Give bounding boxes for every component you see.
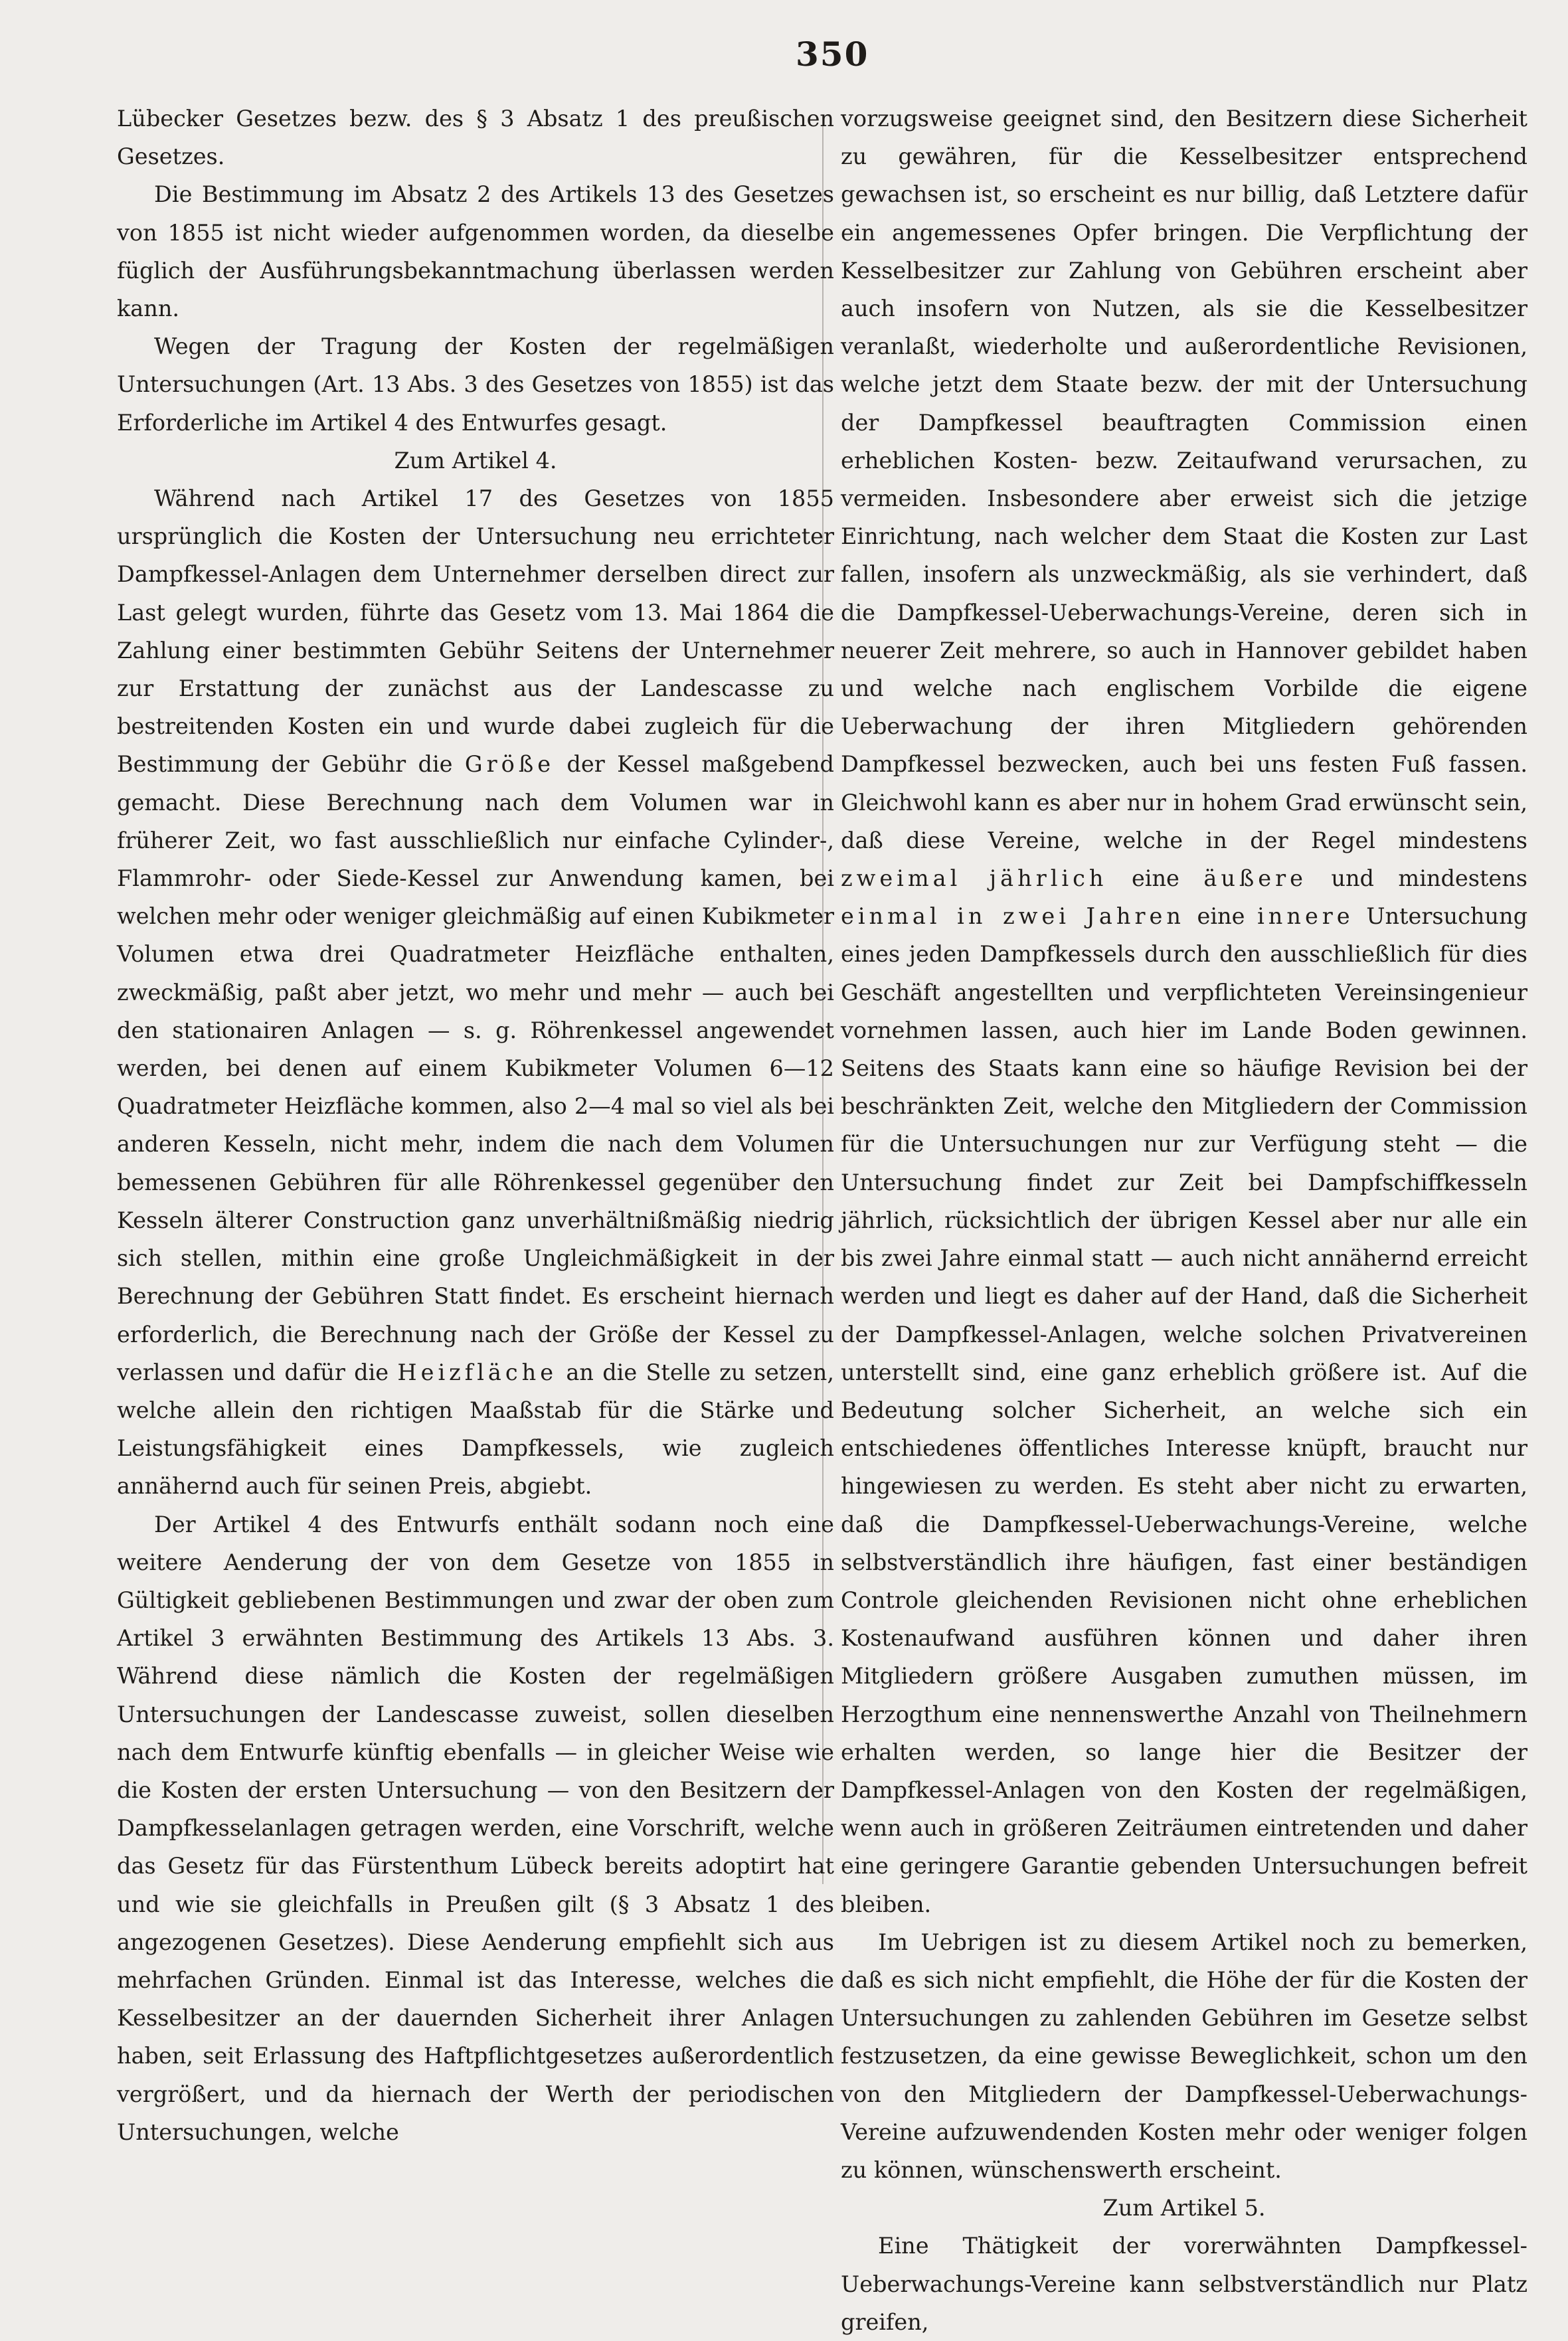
spaced-emphasis: einmal in zwei Jahren: [841, 903, 1185, 930]
text-run: und mindestens: [1331, 865, 1528, 892]
section-heading-artikel-4: Zum Artikel 4.: [394, 447, 557, 474]
paragraph: Eine Thätigkeit der vorerwähnten Dampfkessel-Ueberwachungs-Vereine kann selbstverständlich nur Platz greifen,: [841, 2233, 1527, 2335]
text-run: eine: [1131, 865, 1179, 892]
spaced-emphasis: innere: [1257, 903, 1354, 930]
right-column: [841, 100, 1527, 2341]
paragraph: Die Bestimmung im Absatz 2 des Artikels 13 des Gesetzes von 1855 ist nicht wieder aufgenommen worden, da dieselbe füglich der Ausführungsbekanntmachung überlassen werden kann.: [117, 181, 834, 322]
paragraph: Wegen der Tragung der Kosten der regelmäßigen Untersuchungen (Art. 13 Abs. 3 des Gesetzes von 1855) ist das Erforderliche im Artikel 4 des Entwurfes gesagt.: [117, 333, 834, 436]
text-run: eine: [1197, 903, 1245, 930]
text-run: Untersuchung eines jeden Dampfkessels durch den ausschließlich für dies Geschäft angestellten und verpflichteten Vereinsingenieur vornehmen lassen, auch hier im Lande Boden gewinnen. Seitens des Staats kann eine so häufige Revision bei der beschränkten Zeit, welche den Mitgliedern der Commission für die Untersuchungen nur zur Verfügung steht — die Untersuchung findet zur Zeit bei Dampfschiffkesseln jährlich, rücksichtlich der übrigen Kessel aber nur alle ein bis zwei Jahre einmal statt — auch nicht annähernd erreicht werden und liegt es daher auf der Hand, daß die Sicherheit der Dampfkessel-Anlagen, welche solchen Privatvereinen unterstellt sind, eine ganz erheblich größere ist. Auf die Bedeutung solcher Sicherheit, an welche sich ein entschiedenes öffentliches Interesse knüpft, braucht nur hingewiesen zu werden. Es steht aber nicht zu erwarten, daß die Dampfkessel-Ueberwachungs-Vereine, welche selbstverständlich ihre häufigen, fast einer beständigen Controle gleichenden Revisionen nicht ohne erheblichen Kostenaufwand ausführen können und daher ihren Mitgliedern größere Ausgaben zumuthen müssen, im Herzogthum eine nennenswerthe Anzahl von Theilnehmern erhalten werden, so lange hier die Besitzer der Dampfkessel-Anlagen von den Kosten der regelmäßigen, wenn auch in größeren Zeiträumen eintretenden und daher eine geringere Garantie gebenden Untersuchungen befreit bleiben.: [841, 903, 1528, 1917]
paragraph: Der Artikel 4 des Entwurfs enthält sodann noch eine weitere Aenderung der von dem Gesetze von 1855 in Gültigkeit gebliebenen Bestimmungen und zwar der oben zum Artikel 3 erwähnten Bestimmung des Artikels 13 Abs. 3. Während diese nämlich die Kosten der regelmäßigen Untersuchungen der Landescasse zuweist, sollen dieselben nach dem Entwurfe künftig ebenfalls — in gleicher Weise wie die Kosten der ersten Untersuchung — von den Besitzern der Dampfkesselanlagen getragen werden, eine Vorschrift, welche das Gesetz für das Fürstenthum Lübeck bereits adoptirt hat und wie sie gleichfalls in Preußen gilt (§ 3 Absatz 1 des angezogenen Gesetzes). Diese Aenderung empfiehlt sich aus mehrfachen Gründen. Einmal ist das Interesse, welches die Kesselbesitzer an der dauernden Sicherheit ihrer Anlagen haben, seit Erlassung des Haftpflichtgesetzes außerordentlich vergrößert, und da hiernach der Werth der periodischen Untersuchungen, welche: [117, 1511, 834, 2145]
paragraph: [117, 479, 834, 1505]
paragraph: Im Uebrigen ist zu diesem Artikel noch zu bemerken, daß es sich nicht empfiehlt, die Höhe der für die Kosten der Untersuchungen zu zahlenden Gebühren im Gesetze selbst festzusetzen, da eine gewisse Beweglichkeit, schon um den von den Mitgliedern der Dampfkessel-Ueberwachungs-Vereine aufzuwendenden Kosten mehr oder weniger folgen zu können, wünschenswerth erscheint.: [841, 1929, 1527, 2183]
spaced-emphasis: zweimal jährlich: [841, 865, 1108, 892]
text-run: vorzugsweise geeignet sind, den Besitzern diese Sicherheit zu gewähren, für die Kesselbesitzer entsprechend gewachsen ist, so erscheint es nur billig, daß Letztere dafür ein angemessenes Opfer bringen. Die Verpflichtung der Kesselbesitzer zur Zahlung von Gebühren erscheint aber auch insofern von Nutzen, als sie die Kesselbesitzer veranlaßt, wiederholte und außerordentliche Revisionen, welche jetzt dem Staate bezw. der mit der Untersuchung der Dampfkessel beauftragten Commission einen erheblichen Kosten- bezw. Zeitaufwand verursachen, zu vermeiden. Insbesondere aber erweist sich die jetzige Einrichtung, nach welcher dem Staat die Kosten zur Last fallen, insofern als unzweckmäßig, als sie verhindert, daß die Dampfkessel-Ueberwachungs-Vereine, deren sich in neuerer Zeit mehrere, so auch in Hannover gebildet haben und welche nach englischem Vorbilde die eigene Ueberwachung der ihren Mitgliedern gehörenden Dampfkessel bezwecken, auch bei uns festen Fuß fassen. Gleichwohl kann es aber nur in hohem Grad erwünscht sein, daß diese Vereine, welche in der Regel mindestens: [841, 106, 1527, 853]
section-heading-artikel-5: Zum Artikel 5.: [1102, 2195, 1266, 2221]
spaced-emphasis: Größe: [464, 751, 555, 778]
text-run: der Kessel maßgebend gemacht. Diese Berechnung nach dem Volumen war in früherer Zeit, wo fast ausschließlich nur einfache Cylinder-, Flammrohr- oder Siede-Kessel zur Anwendung kamen, bei welchen mehr oder weniger gleichmäßig auf einen Kubikmeter Volumen etwa drei Quadratmeter Heizfläche enthalten, zweckmäßig, paßt aber jetzt, wo mehr und mehr — auch bei den stationairen Anlagen — s. g. Röhrenkessel angewendet werden, bei denen auf einem Kubikmeter Volumen 6—12 Quadratmeter Heizfläche kommen, also 2—4 mal so viel als bei anderen Kesseln, nicht mehr, indem die nach dem Volumen bemessenen Gebühren für alle Röhrenkessel gegenüber den Kesseln älterer Construction ganz unverhältnißmäßig niedrig sich stellen, mithin eine große Ungleichmäßigkeit in der Berechnung der Gebühren Statt findet. Es erscheint hiernach erforderlich, die Berechnung nach der Größe der Kessel zu verlassen und dafür die: [117, 751, 834, 1385]
left-column: [117, 100, 834, 2151]
paragraph: [841, 100, 1527, 1923]
page-number: 350: [796, 35, 869, 74]
spaced-emphasis: äußere: [1203, 865, 1307, 892]
text-run: Während nach Artikel 17 des Gesetzes von 1855 ursprünglich die Kosten der Untersuchung neu errichteter Dampfkessel-Anlagen dem Unternehmer derselben direct zur Last gelegt wurden, führte das Gesetz vom 13. Mai 1864 die Zahlung einer bestimmten Gebühr Seitens der Unternehmer zur Erstattung der zunächst aus der Landescasse zu bestreitenden Kosten ein und wurde dabei zugleich für die Bestimmung der Gebühr die: [117, 485, 834, 778]
text-run: an die Stelle zu setzen, welche allein den richtigen Maaßstab für die Stärke und Leistungsfähigkeit eines Dampfkessels, wie zugleich annähernd auch für seinen Preis, abgiebt.: [117, 1359, 834, 1500]
paragraph: Lübecker Gesetzes bezw. des § 3 Absatz 1 des preußischen Gesetzes.: [117, 106, 834, 170]
spaced-emphasis: Heizfläche: [397, 1359, 558, 1385]
